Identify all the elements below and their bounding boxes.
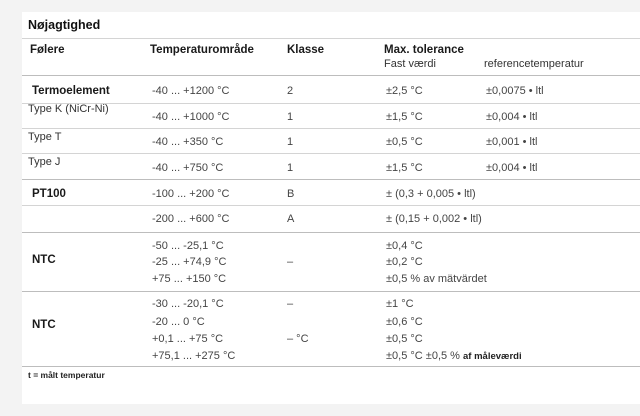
row-range-line: +75,1 ... +275 °C: [152, 350, 236, 362]
divider: [22, 291, 640, 292]
row-range: -200 ... +600 °C: [152, 213, 230, 225]
row-sensor: PT100: [32, 188, 66, 200]
table-sheet: [22, 12, 640, 404]
row-fixed-value: ±1,5 °C: [386, 162, 423, 174]
row-sensor: NTC: [32, 319, 56, 331]
row-reference: ±0,001 • ltl: [486, 136, 538, 148]
divider: [22, 75, 640, 76]
row-fixed-line: [386, 349, 522, 364]
row-fixed-value: ±2,5 °C: [386, 85, 423, 97]
page-title: Nøjagtighed: [28, 17, 104, 33]
row-range: -40 ... +1200 °C: [152, 85, 230, 97]
row-range-line: +0,1 ... +75 °C: [152, 333, 224, 345]
divider: [22, 38, 640, 39]
divider: [22, 179, 640, 180]
divider: [22, 153, 640, 154]
header-tolerance: Max. tolerance: [384, 44, 464, 56]
row-range-line: +75 ... +150 °C: [152, 273, 227, 285]
row-range-line: -25 ... +74,9 °C: [152, 256, 227, 268]
header-fixed-value: Fast værdi: [384, 58, 436, 70]
row-class: 1: [287, 111, 294, 123]
header-class: Klasse: [287, 44, 325, 56]
footnote: t = målt temperatur: [28, 370, 105, 380]
row-fixed-line: ±0,5 % av mätvärdet: [386, 273, 487, 285]
row-range: -100 ... +200 °C: [152, 188, 230, 200]
divider: [22, 103, 640, 104]
row-class-line: –: [287, 298, 294, 310]
row-fixed-line: ±1 °C: [386, 298, 414, 310]
row-sensor: NTC: [32, 254, 56, 266]
row-fixed-line: ±0,4 °C: [386, 240, 423, 252]
row-class: –: [287, 256, 294, 268]
row-range: -40 ... +750 °C: [152, 162, 224, 174]
divider: [22, 232, 640, 233]
divider: [22, 128, 640, 129]
row-class: B: [287, 188, 295, 200]
row-fixed-value: ±0,5 °C: [386, 136, 423, 148]
row-sensor: Type K (NiCr-Ni): [28, 103, 109, 115]
row-fixed-value: ± (0,15 + 0,002 • ltl): [386, 213, 482, 225]
row-class: 1: [287, 162, 294, 174]
row-range-line: -50 ... -25,1 °C: [152, 240, 224, 252]
row-fixed-value: ±1,5 °C: [386, 111, 423, 123]
row-class: A: [287, 213, 295, 225]
divider: [22, 366, 640, 367]
row-fixed-line: ±0,6 °C: [386, 316, 423, 328]
row-class: 1: [287, 136, 294, 148]
row-sensor: Type T: [28, 131, 62, 143]
row-fixed-value: ± (0,3 + 0,005 • ltl): [386, 188, 476, 200]
row-reference: ±0,0075 • ltl: [486, 85, 544, 97]
row-range-line: -20 ... 0 °C: [152, 316, 205, 328]
divider: [22, 205, 640, 206]
row-reference: ±0,004 • ltl: [486, 162, 538, 174]
header-reference: referencetemperatur: [484, 58, 584, 70]
row-fixed-line: ±0,5 °C: [386, 333, 423, 345]
row-range: -40 ... +1000 °C: [152, 111, 230, 123]
row-class: 2: [287, 85, 294, 97]
row-range: -40 ... +350 °C: [152, 136, 224, 148]
row-range-line: -30 ... -20,1 °C: [152, 298, 224, 310]
fixed-value-suffix: af måleværdi: [463, 351, 522, 362]
row-sensor: Termoelement: [32, 85, 110, 97]
header-sensor: Følere: [30, 44, 65, 56]
fixed-value-text: ±0,5 °C ±0,5 %: [386, 350, 460, 362]
row-class-line: – °C: [287, 333, 309, 345]
row-sensor: Type J: [28, 156, 61, 168]
row-fixed-line: ±0,2 °C: [386, 256, 423, 268]
header-range: Temperaturområde: [150, 44, 254, 56]
row-reference: ±0,004 • ltl: [486, 111, 538, 123]
